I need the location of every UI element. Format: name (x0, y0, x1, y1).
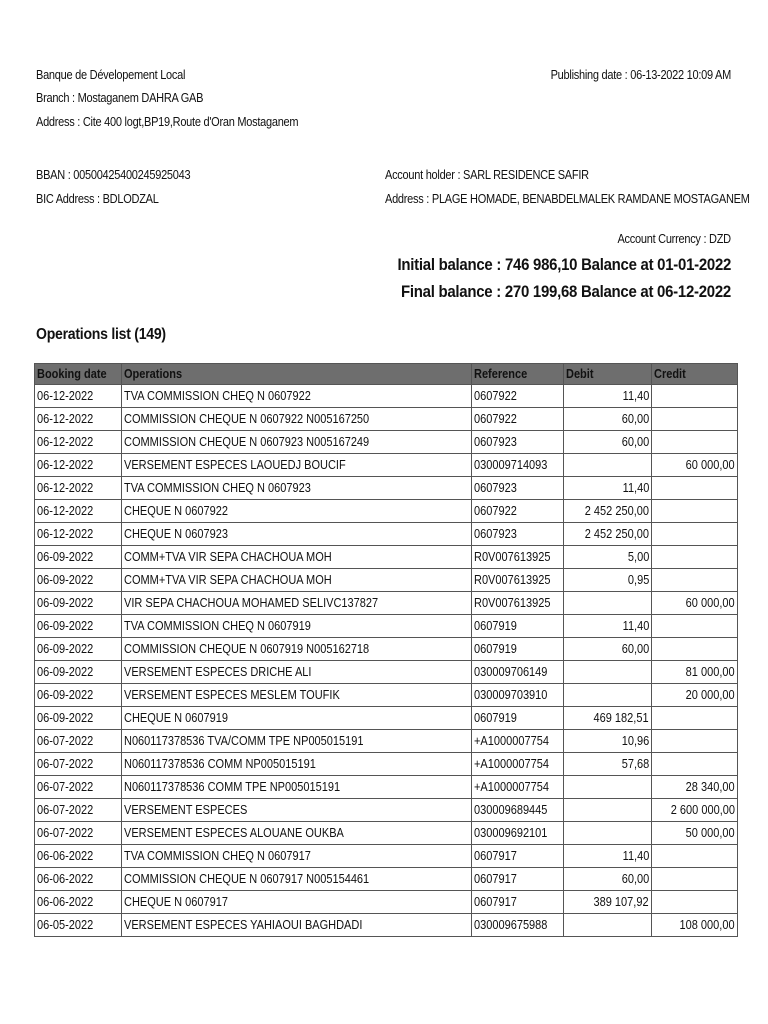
operation-cell: TVA COMMISSION CHEQ N 0607923 (122, 477, 472, 500)
debit-cell (563, 661, 651, 684)
reference-cell: R0V007613925 (472, 592, 564, 615)
operation-cell: CHEQUE N 0607923 (122, 523, 472, 546)
credit-cell (651, 431, 737, 454)
debit-cell (563, 684, 651, 707)
final-balance: Final balance : 270 199,68 Balance at 06-12-2022 (401, 282, 731, 301)
reference-cell: +A1000007754 (472, 776, 564, 799)
reference-cell: 0607923 (472, 431, 564, 454)
debit-cell: 10,96 (563, 730, 651, 753)
credit-cell (651, 730, 737, 753)
table-row (35, 454, 738, 477)
operation-cell: COMMISSION CHEQUE N 0607917 N005154461 (122, 868, 472, 891)
publishing-date: Publishing date : 06-13-2022 10:09 AM (550, 68, 731, 82)
operations-title: Operations list (149) (36, 326, 166, 343)
reference-cell: +A1000007754 (472, 753, 564, 776)
booking-date-cell: 06-09-2022 (35, 592, 122, 615)
debit-cell (563, 914, 651, 937)
table-row (35, 661, 738, 684)
credit-cell: 20 000,00 (651, 684, 737, 707)
debit-cell: 11,40 (563, 477, 651, 500)
booking-date-cell: 06-09-2022 (35, 615, 122, 638)
operation-cell: COMMISSION CHEQUE N 0607919 N005162718 (122, 638, 472, 661)
credit-cell (651, 753, 737, 776)
credit-cell (651, 385, 737, 408)
reference-cell: R0V007613925 (472, 546, 564, 569)
booking-date-cell: 06-09-2022 (35, 638, 122, 661)
booking-date-cell: 06-05-2022 (35, 914, 122, 937)
credit-cell: 108 000,00 (651, 914, 737, 937)
reference-cell: 0607917 (472, 868, 564, 891)
booking-date-cell: 06-09-2022 (35, 569, 122, 592)
table-row (35, 799, 738, 822)
operation-cell: N060117378536 COMM NP005015191 (122, 753, 472, 776)
debit-cell (563, 822, 651, 845)
account-currency: Account Currency : DZD (617, 232, 731, 246)
table-row (35, 868, 738, 891)
booking-date-cell: 06-06-2022 (35, 845, 122, 868)
booking-date-cell: 06-12-2022 (35, 477, 122, 500)
table-row (35, 914, 738, 937)
reference-cell: 0607922 (472, 408, 564, 431)
col-header-debit: Debit (563, 364, 651, 385)
credit-cell (651, 615, 737, 638)
table-row (35, 891, 738, 914)
reference-cell: 030009675988 (472, 914, 564, 937)
booking-date-cell: 06-07-2022 (35, 753, 122, 776)
debit-cell: 60,00 (563, 868, 651, 891)
reference-cell: 0607917 (472, 891, 564, 914)
operation-cell: CHEQUE N 0607922 (122, 500, 472, 523)
operation-cell: CHEQUE N 0607917 (122, 891, 472, 914)
initial-balance: Initial balance : 746 986,10 Balance at 01-01-2022 (397, 255, 731, 274)
reference-cell: 030009689445 (472, 799, 564, 822)
table-row (35, 753, 738, 776)
booking-date-cell: 06-07-2022 (35, 730, 122, 753)
table-row (35, 638, 738, 661)
credit-cell (651, 868, 737, 891)
operation-cell: TVA COMMISSION CHEQ N 0607917 (122, 845, 472, 868)
reference-cell: 030009714093 (472, 454, 564, 477)
table-row (35, 477, 738, 500)
table-row (35, 707, 738, 730)
reference-cell: 0607919 (472, 615, 564, 638)
reference-cell: 0607922 (472, 500, 564, 523)
operation-cell: COMMISSION CHEQUE N 0607922 N005167250 (122, 408, 472, 431)
operation-cell: COMM+TVA VIR SEPA CHACHOUA MOH (122, 546, 472, 569)
table-row (35, 730, 738, 753)
credit-cell (651, 569, 737, 592)
bank-name: Banque de Dévelopement Local (36, 68, 186, 82)
booking-date-cell: 06-12-2022 (35, 431, 122, 454)
debit-cell: 2 452 250,00 (563, 523, 651, 546)
booking-date-cell: 06-12-2022 (35, 454, 122, 477)
debit-cell: 2 452 250,00 (563, 500, 651, 523)
debit-cell: 469 182,51 (563, 707, 651, 730)
credit-cell (651, 408, 737, 431)
table-row (35, 615, 738, 638)
booking-date-cell: 06-12-2022 (35, 523, 122, 546)
reference-cell: 030009703910 (472, 684, 564, 707)
booking-date-cell: 06-09-2022 (35, 707, 122, 730)
debit-cell: 60,00 (563, 638, 651, 661)
operation-cell: COMM+TVA VIR SEPA CHACHOUA MOH (122, 569, 472, 592)
bban-line: BBAN : 00500425400245925043 (36, 168, 191, 182)
debit-cell (563, 592, 651, 615)
table-header-row (35, 364, 738, 385)
operation-cell: N060117378536 COMM TPE NP005015191 (122, 776, 472, 799)
booking-date-cell: 06-12-2022 (35, 385, 122, 408)
operation-cell: VIR SEPA CHACHOUA MOHAMED SELIVC137827 (122, 592, 472, 615)
credit-cell: 2 600 000,00 (651, 799, 737, 822)
table-row (35, 500, 738, 523)
table-row (35, 845, 738, 868)
credit-cell (651, 707, 737, 730)
debit-cell (563, 799, 651, 822)
debit-cell (563, 776, 651, 799)
credit-cell (651, 845, 737, 868)
bank-address: Address : Cite 400 logt,BP19,Route d'Oran Mostaganem (36, 115, 299, 129)
credit-cell: 81 000,00 (651, 661, 737, 684)
booking-date-cell: 06-07-2022 (35, 822, 122, 845)
operation-cell: COMMISSION CHEQUE N 0607923 N005167249 (122, 431, 472, 454)
booking-date-cell: 06-06-2022 (35, 891, 122, 914)
credit-cell (651, 638, 737, 661)
operation-cell: TVA COMMISSION CHEQ N 0607919 (122, 615, 472, 638)
reference-cell: 0607919 (472, 638, 564, 661)
debit-cell: 11,40 (563, 845, 651, 868)
debit-cell: 5,00 (563, 546, 651, 569)
credit-cell (651, 500, 737, 523)
operations-table-body (35, 385, 738, 937)
debit-cell: 60,00 (563, 431, 651, 454)
debit-cell: 0,95 (563, 569, 651, 592)
table-row (35, 684, 738, 707)
booking-date-cell: 06-06-2022 (35, 868, 122, 891)
reference-cell: 030009706149 (472, 661, 564, 684)
credit-cell: 28 340,00 (651, 776, 737, 799)
booking-date-cell: 06-12-2022 (35, 500, 122, 523)
col-header-credit: Credit (651, 364, 737, 385)
credit-cell (651, 477, 737, 500)
operation-cell: TVA COMMISSION CHEQ N 0607922 (122, 385, 472, 408)
operation-cell: VERSEMENT ESPECES ALOUANE OUKBA (122, 822, 472, 845)
col-header-operations: Operations (122, 364, 472, 385)
table-row (35, 408, 738, 431)
table-row (35, 546, 738, 569)
credit-cell (651, 523, 737, 546)
table-row (35, 569, 738, 592)
booking-date-cell: 06-09-2022 (35, 546, 122, 569)
col-header-booking-date: Booking date (35, 364, 122, 385)
reference-cell: 0607922 (472, 385, 564, 408)
booking-date-cell: 06-09-2022 (35, 661, 122, 684)
table-row (35, 431, 738, 454)
account-holder: Account holder : SARL RESIDENCE SAFIR (385, 168, 589, 182)
reference-cell: 0607923 (472, 477, 564, 500)
reference-cell: R0V007613925 (472, 569, 564, 592)
debit-cell: 11,40 (563, 615, 651, 638)
reference-cell: +A1000007754 (472, 730, 564, 753)
debit-cell: 57,68 (563, 753, 651, 776)
table-row (35, 523, 738, 546)
booking-date-cell: 06-12-2022 (35, 408, 122, 431)
credit-cell (651, 546, 737, 569)
branch-line: Branch : Mostaganem DAHRA GAB (36, 91, 204, 105)
operation-cell: VERSEMENT ESPECES (122, 799, 472, 822)
reference-cell: 0607919 (472, 707, 564, 730)
debit-cell (563, 454, 651, 477)
debit-cell: 60,00 (563, 408, 651, 431)
table-row (35, 776, 738, 799)
operation-cell: VERSEMENT ESPECES LAOUEDJ BOUCIF (122, 454, 472, 477)
operation-cell: N060117378536 TVA/COMM TPE NP005015191 (122, 730, 472, 753)
debit-cell: 11,40 (563, 385, 651, 408)
bic-line: BIC Address : BDLODZAL (36, 192, 159, 206)
debit-cell: 389 107,92 (563, 891, 651, 914)
operation-cell: VERSEMENT ESPECES YAHIAOUI BAGHDADI (122, 914, 472, 937)
credit-cell (651, 891, 737, 914)
booking-date-cell: 06-07-2022 (35, 776, 122, 799)
operation-cell: VERSEMENT ESPECES MESLEM TOUFIK (122, 684, 472, 707)
credit-cell: 60 000,00 (651, 592, 737, 615)
reference-cell: 0607923 (472, 523, 564, 546)
booking-date-cell: 06-07-2022 (35, 799, 122, 822)
booking-date-cell: 06-09-2022 (35, 684, 122, 707)
table-row (35, 592, 738, 615)
operations-table (34, 363, 738, 937)
credit-cell: 60 000,00 (651, 454, 737, 477)
table-row (35, 385, 738, 408)
credit-cell: 50 000,00 (651, 822, 737, 845)
reference-cell: 030009692101 (472, 822, 564, 845)
table-row (35, 822, 738, 845)
reference-cell: 0607917 (472, 845, 564, 868)
operation-cell: VERSEMENT ESPECES DRICHE ALI (122, 661, 472, 684)
operation-cell: CHEQUE N 0607919 (122, 707, 472, 730)
col-header-reference: Reference (472, 364, 564, 385)
holder-address: Address : PLAGE HOMADE, BENABDELMALEK RAMDANE MOSTAGANEM (385, 192, 750, 206)
